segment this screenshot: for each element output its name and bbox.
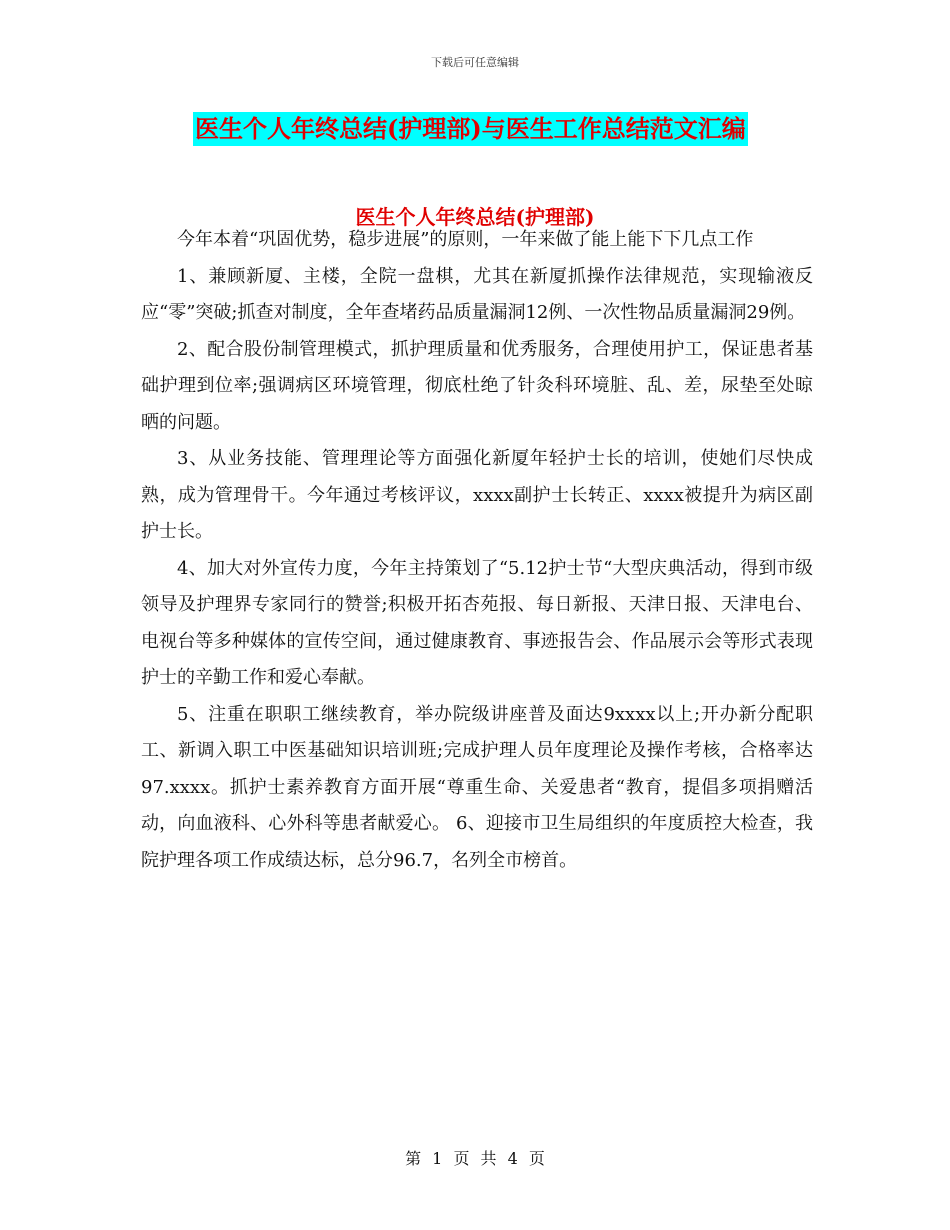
paragraph-intro: 今年本着“巩固优势，稳步进展”的原则，一年来做了能上能下下几点工作 xyxy=(177,229,754,250)
paragraph-5: 5、注重在职职工继续教育，举办院级讲座普及面达9xxxx以上;开办新分配职工、新调入职工中医基础知识培训班;完成护理人员年度理论及操作考核，合格率达97.xxxx。抓护士素养教育方面开展“尊重生命、关爱患者“教育，提倡多项捐赠活动，向血液科、心外科等患者献爱心。 6、迎接市卫生局组织的年度质控大检查，我院护理各项工作成绩达标，总分96.7，名列全市榜首。 xyxy=(141,703,813,871)
page-footer: 第 1 页 共 4 页 xyxy=(405,1149,545,1168)
paragraph-1: 1、兼顾新厦、主楼，全院一盘棋，尤其在新厦抓操作法律规范，实现输液反应“零”突破;抓查对制度，全年查堵药品质量漏洞12例、一次性物品质量漏洞29例。 xyxy=(141,265,813,323)
paragraph-4: 4、加大对外宣传力度，今年主持策划了“5.12护士节“大型庆典活动，得到市级领导及护理界专家同行的赞誉;积极开拓杏苑报、每日新报、天津日报、天津电台、电视台等多种媒体的宣传空间，通过健康教育、事迹报告会、作品展示会等形式表现护士的辛勤工作和爱心奉献。 xyxy=(141,557,813,688)
section-title: 医生个人年终总结(护理部) xyxy=(355,205,595,229)
paragraph-2: 2、配合股份制管理模式，抓护理质量和优秀服务，合理使用护工，保证患者基础护理到位率;强调病区环境管理，彻底杜绝了针灸科环境脏、乱、差，尿垫至处晾晒的问题。 xyxy=(141,338,813,433)
header-note: 下载后可任意编辑 xyxy=(431,56,519,69)
document-title: 医生个人年终总结(护理部)与医生工作总结范文汇编 xyxy=(193,112,748,146)
body-text xyxy=(141,222,813,879)
paragraph-3: 3、从业务技能、管理理论等方面强化新厦年轻护士长的培训，使她们尽快成熟，成为管理骨干。今年通过考核评议，xxxx副护士长转正、xxxx被提升为病区副护士长。 xyxy=(141,448,813,542)
